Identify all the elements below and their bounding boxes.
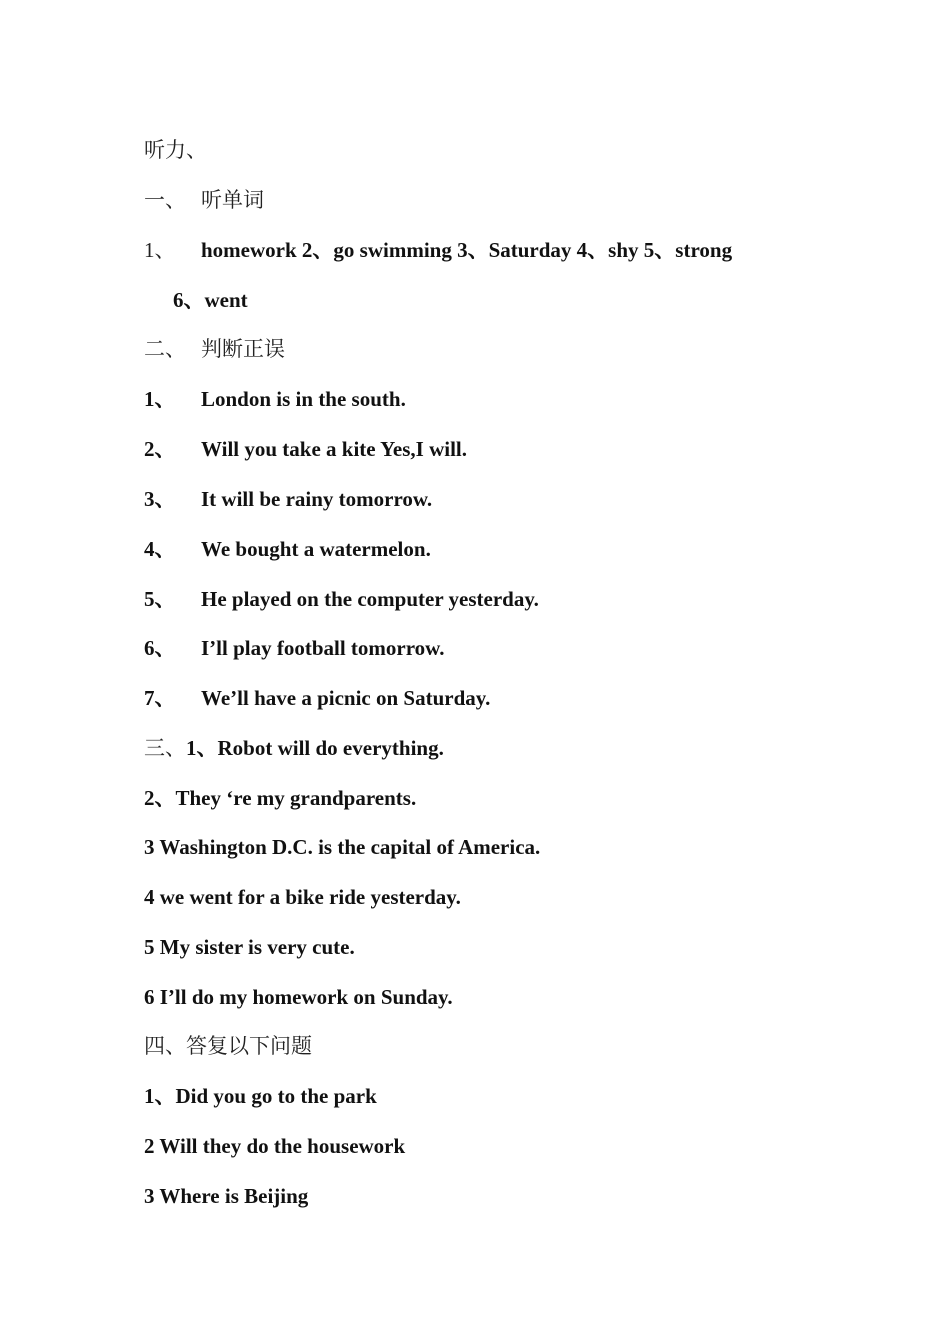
list-item: 6 I’ll do my homework on Sunday. [144,985,453,1009]
list-item: 6、 I’ll play football tomorrow. [144,636,445,660]
section1-heading [144,187,264,213]
section1-heading-num: 一、 [144,188,186,212]
section3-heading-num: 三、 [144,736,186,760]
page-title: 听力、 [144,138,207,162]
section1-item-num: 1、 [144,238,176,262]
list-item: 7、 We’ll have a picnic on Saturday. [144,686,491,710]
list-item: 4、 We bought a watermelon. [144,537,431,561]
section1-heading-text: 听单词 [201,188,264,212]
list-item: 3 Washington D.C. is the capital of America. [144,835,541,859]
list-item: 3 Where is Beijing [144,1184,309,1208]
section4-heading: 四、答复以下问题 [144,1034,312,1058]
list-item: 2、 Will you take a kite Yes,I will. [144,437,468,461]
list-item: 4 we went for a bike ride yesterday. [144,885,461,909]
section2-heading [144,336,285,362]
section1-words: homework 2、go swimming 3、Saturday 4、shy 5、strong [201,238,733,262]
list-item: 1、Did you go to the park [144,1084,377,1108]
list-item: 3、 It will be rainy tomorrow. [144,487,433,511]
list-item: 5 My sister is very cute. [144,935,355,959]
list-item: 5、 He played on the computer yesterday. [144,587,539,611]
section3-first-item [144,735,444,761]
section1-line2: 6、went [173,288,248,312]
section1-line1 [144,237,732,263]
list-item: 2 Will they do the housework [144,1134,406,1158]
list-item: 2、They ‘re my grandparents. [144,786,417,810]
list-item: 1、Robot will do everything. [186,736,444,760]
section2-heading-num: 二、 [144,337,186,361]
list-item: 1、 London is in the south. [144,387,406,411]
section2-heading-text: 判断正误 [201,337,285,361]
